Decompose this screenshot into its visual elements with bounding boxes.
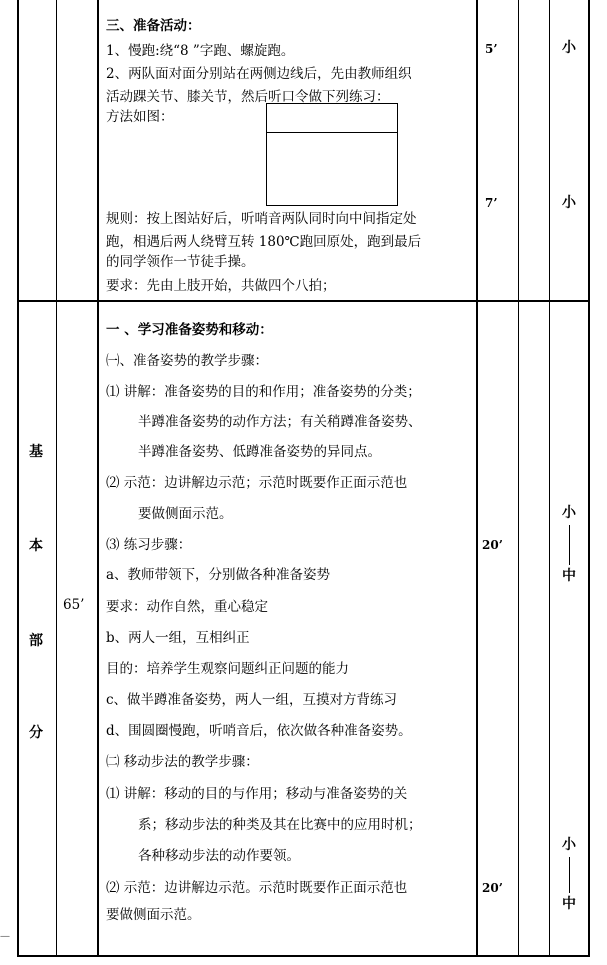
section2-line: 要求：动作自然，重心稳定 [106,599,268,615]
section1-load-2: 小 [562,195,576,211]
requirement-line: 要求：先由上肢开始，共做四个八拍； [106,278,336,294]
section1-time-1: 5’ [485,42,498,56]
rule-line: 规则：按上图站好后，听哨音两队同时向中间指定处 [106,211,417,227]
section2-line: b、两人一组，互相纠正 [106,630,250,646]
section1-line: 2、两队面对面分别站在两侧边线后，先由教师组织 [106,66,412,82]
part-label-char: 部 [29,633,43,649]
section2-line: 系；移动步法的种类及其在比赛中的应用时机； [138,817,422,833]
column-divider-4 [518,0,519,957]
section2-line: 各种移动步法的动作要领。 [138,848,300,864]
column-divider-5 [549,0,550,957]
diagram-divider-line [267,132,397,133]
section2-line: 目的：培养学生观察问题纠正问题的能力 [106,661,349,677]
section2-line: 半蹲准备姿势的动作方法；有关稍蹲准备姿势、 [138,414,422,430]
section2-line: d、围圆圈慢跑，听哨音后，依次做各种准备姿势。 [106,723,412,739]
section2-line: c、做半蹲准备姿势，两人一组，互摸对方背练习 [106,692,398,708]
rule-line: 的同学领作一节徒手操。 [106,254,255,270]
part-label-char: 分 [29,725,43,741]
margin-mark: — [0,931,10,942]
rule-line: 跑，相遇后两人绕臂互转 180℃跑回原处，跑到最后 [106,234,422,250]
section1-title: 三、准备活动： [106,18,201,34]
section2-load-1-bottom: 中 [562,568,576,584]
section1-line: 1、慢跑:绕“8 ”字跑、螺旋跑。 [106,43,295,59]
section1-load-1: 小 [562,40,576,56]
section2-line: 要做侧面示范。 [138,506,233,522]
section2-time-1: 20’ [482,538,503,552]
column-divider-3 [476,0,478,957]
section2-time-2: 20’ [482,881,503,895]
section2-line: ⑴ 讲解：准备姿势的目的和作用；准备姿势的分类； [106,384,421,400]
section2-line: ⑴ 讲解：移动的目的与作用；移动与准备姿势的关 [106,786,408,802]
section2-line: a、教师带领下，分别做各种准备姿势 [106,567,331,583]
section1-time-2: 7’ [485,196,498,210]
section2-load-2-top: 小 [562,837,576,853]
part-label-char: 基 [29,444,43,460]
section2-load-1-top: 小 [562,505,576,521]
row-divider [17,300,590,302]
column-divider-1 [56,0,57,957]
load-range-line [569,857,570,893]
formation-diagram [266,103,398,206]
section1-line: 方法如图： [106,109,174,125]
section1-line: 活动踝关节、膝关节，然后听口令做下列练习： [106,89,390,105]
total-time: 65’ [63,597,85,613]
section2-line: 半蹲准备姿势、低蹲准备姿势的异同点。 [138,444,381,460]
section2-line: 要做侧面示范。 [106,907,201,923]
section2-line: ㈠、准备姿势的教学步骤： [106,353,268,369]
load-range-line [569,525,570,565]
section2-line: ⑵ 示范：边讲解边示范；示范时既要作正面示范也 [106,475,408,491]
section2-line: ㈡ 移动步法的教学步骤： [106,754,259,770]
section2-title: 一 、学习准备姿势和移动： [106,322,273,338]
column-divider-2 [97,0,99,957]
table-border-bottom [17,955,590,957]
section2-line: ⑵ 示范：边讲解边示范。示范时既要作正面示范也 [106,880,408,896]
part-label-char: 本 [29,538,43,554]
table-border-right [588,0,590,957]
section2-line: ⑶ 练习步骤： [106,537,192,553]
table-border-left [17,0,19,957]
section2-load-2-bottom: 中 [562,896,576,912]
